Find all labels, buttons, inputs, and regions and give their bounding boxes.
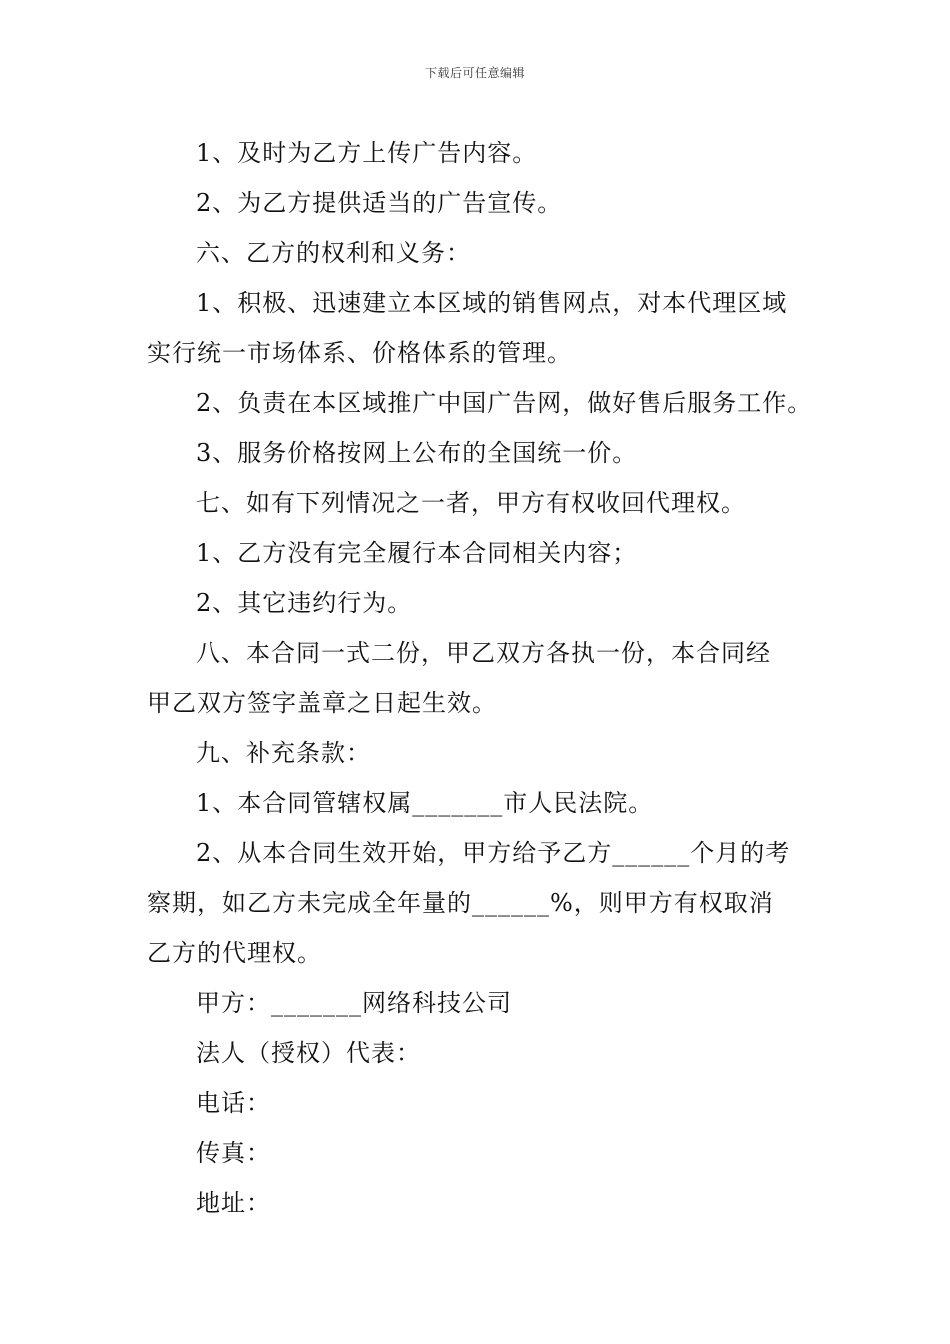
signature-representative: 法人（授权）代表： — [196, 1039, 421, 1067]
paragraph-line: 1、积极、迅速建立本区域的销售网点，对本代理区域 — [196, 289, 788, 317]
document-body — [147, 128, 817, 1228]
paragraph-line: 2、从本合同生效开始，甲方给予乙方______个月的考 — [196, 839, 791, 867]
paragraph-line: 实行统一市场体系、价格体系的管理。 — [147, 339, 572, 367]
paragraph-line: 甲乙双方签字盖章之日起生效。 — [147, 689, 497, 717]
section-heading: 六、乙方的权利和义务： — [196, 239, 471, 267]
paragraph-line: 3、服务价格按网上公布的全国统一价。 — [196, 439, 638, 467]
paragraph-line: 1、及时为乙方上传广告内容。 — [196, 139, 538, 167]
paragraph-line: 2、负责在本区域推广中国广告网，做好售后服务工作。 — [196, 389, 813, 417]
paragraph-line: 2、为乙方提供适当的广告宣传。 — [196, 189, 563, 217]
paragraph-line: 1、乙方没有完全履行本合同相关内容； — [196, 539, 638, 567]
page-header-note: 下载后可任意编辑 — [424, 66, 525, 80]
paragraph-line: 察期，如乙方未完成全年量的______%，则甲方有权取消 — [147, 889, 774, 917]
section-heading: 七、如有下列情况之一者，甲方有权收回代理权。 — [196, 489, 746, 517]
signature-address: 地址： — [196, 1189, 271, 1217]
paragraph-line: 乙方的代理权。 — [147, 939, 322, 967]
signature-phone: 电话： — [196, 1089, 271, 1117]
section-heading: 八、本合同一式二份，甲乙双方各执一份，本合同经 — [196, 639, 771, 667]
paragraph-line: 1、本合同管辖权属_______市人民法院。 — [196, 789, 654, 817]
paragraph-line: 2、其它违约行为。 — [196, 589, 413, 617]
section-heading: 九、补充条款： — [196, 739, 371, 767]
signature-fax: 传真： — [196, 1139, 271, 1167]
signature-party-a: 甲方：_______网络科技公司 — [196, 989, 512, 1017]
